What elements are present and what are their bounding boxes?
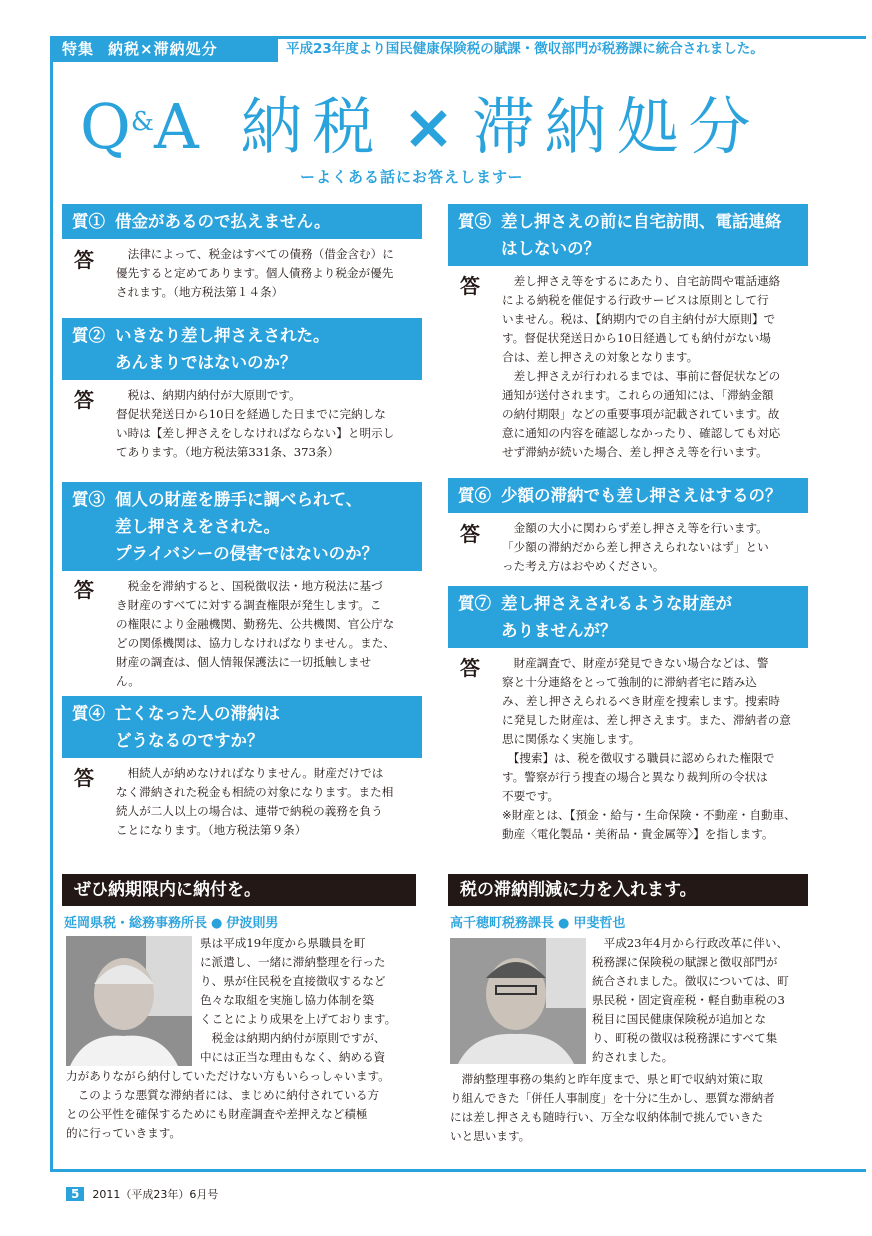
header-subtitle: 平成23年度より国民健康保険税の賦課・徴収部門が税務課に統合されました。 <box>286 41 764 57</box>
answer-icon: 答 <box>460 656 480 680</box>
question-number: 質③ <box>72 490 105 509</box>
answer-icon: 答 <box>74 578 94 602</box>
answer-icon: 答 <box>74 248 94 272</box>
question-bar <box>448 204 808 266</box>
portrait-icon <box>66 936 192 1066</box>
issue-date: 2011（平成23年）6月号 <box>92 1188 219 1201</box>
feature-tag <box>50 36 278 62</box>
bullet-icon: ● <box>558 916 570 931</box>
qa-item-5 <box>448 204 808 462</box>
portrait-photo-left <box>66 936 192 1066</box>
byline-org: 高千穂町税務課長 <box>450 916 555 931</box>
byline-right <box>450 912 625 931</box>
answer-text: 税は、納期内納付が大原則です。 督促状発送日から10日を経過した日までに完納しな い時は【差し押さえをしなければならない】と明示し てあります。（地方税法第331条、373条） <box>116 388 395 459</box>
qa-item-3 <box>62 482 422 691</box>
question-text: 個人の財産を勝手に調べられて、 差し押さえをされた。 プライバシーの侵害ではないのか？ <box>115 490 379 563</box>
question-bar <box>62 696 422 758</box>
answer-icon: 答 <box>74 388 94 412</box>
question-bar <box>448 586 808 648</box>
question-text: 亡くなった人の滞納は どうなるのですか？ <box>115 704 280 750</box>
bullet-icon: ● <box>211 916 223 931</box>
column-text-full-left: 力がありながら納付していただけない方もいらっしゃいます。 このような悪質な滞納者には、まじめに納付されている方 との公平性を確保するためにも財産調査や差押えなど積極 的に行っていきます。 <box>66 1069 390 1140</box>
qa-item-4 <box>62 696 422 840</box>
question-number: 質① <box>72 212 105 231</box>
portrait-photo-right <box>450 938 586 1064</box>
answer-text: 金額の大小に関わらず差し押さえ等を行います。 「少額の滞納だから差し押さえられないはず」とい った考え方はおやめください。 <box>502 521 769 573</box>
answer-text: 財産調査で、財産が発見できない場合などは、警 察と十分連絡をとって強制的に滞納者宅に踏み込 み、差し押さえられるべき財産を捜索します。捜索時 に発見した財産は、差し押さえます。また、滞納者の意 思に関係なく実施します。 【捜索】は、税を徴収する職員に認められた権限で す。警察が行う捜査の場合と異なり裁判所の令状は 不要です。 ※財産とは、【預金・給与・生命保険・不動産・自動車、 動産〈電化製品・美術品・貴金属等〉】を指します。 <box>502 656 796 841</box>
page-title <box>80 82 840 162</box>
title-cross: × <box>402 90 455 163</box>
question-number: 質⑤ <box>458 212 491 231</box>
title-left: 納税 <box>240 90 385 163</box>
answer-icon: 答 <box>460 522 480 546</box>
feature-label: 特集 <box>62 40 95 58</box>
question-text: 差し押さえの前に自宅訪問、電話連絡 はしないの？ <box>501 212 782 258</box>
question-bar <box>62 482 422 571</box>
qa-item-6 <box>448 478 808 576</box>
answer-text: 法律によって、税金はすべての債務（借金含む）に 優先すると定めてあります。個人債務より税金が優先 されます。（地方税法第１４条） <box>116 247 394 299</box>
question-bar <box>62 204 422 239</box>
column-heading-left: ぜひ納期限内に納付を。 <box>62 874 416 906</box>
question-text: 借金があるので払えません。 <box>115 212 331 231</box>
title-a: A <box>154 90 199 163</box>
column-text-side-left: 県は平成19年度から県職員を町 に派遣し、一緒に滞納整理を行った り、県が住民税を直接徴収するなど 色々な取組を実施し協力体制を築 くことにより成果を上げております。 税金は納期内納付が原則ですが、 中には正当な理由もなく、納める資 <box>200 936 397 1064</box>
answer-text: 差し押さえ等をするにあたり、自宅訪問や電話連絡 による納税を催促する行政サービスは原則として行 いません。税は、【納期内での自主納付が大原則】で す。督促状発送日から10日経過しても納付がない場 合は、差し押さえの対象となります。 差し押さえが行われるまでは、事前に督促状などの 通知が送付されます。これらの通知には、「滞納金額 の納付期限」などの重要事項が記載されています。故 意に通知の内容を確認しなかったり、確認しても対応 せず滞納が続いた場合、差し押さえ等を行います。 <box>502 274 781 459</box>
tagline: ーよくある話にお答えしますー <box>300 168 524 186</box>
qa-item-2 <box>62 318 422 462</box>
question-number: 質⑥ <box>458 486 491 505</box>
byline-name: 伊波則男 <box>226 916 279 931</box>
question-text: 少額の滞納でも差し押さえはするの？ <box>501 486 782 505</box>
column-text-full-right: 滞納整理事務の集約と昨年度まで、県と町で収納対策に取 り組んできた「併任人事制度」を十分に生かし、悪質な滞納者 には差し押さえも随時行い、万全な収納体制で挑んでいきた いと思います。 <box>450 1072 775 1143</box>
question-bar <box>448 478 808 513</box>
byline-org: 延岡県税・総務事務所長 <box>64 916 208 931</box>
qa-item-1 <box>62 204 422 302</box>
title-amp: & <box>130 107 154 137</box>
question-bar <box>62 318 422 380</box>
title-right: 滞納処分 <box>472 90 761 163</box>
portrait-icon <box>450 938 586 1064</box>
question-text: いきなり差し押さえされた。 あんまりではないのか？ <box>115 326 330 372</box>
page-footer <box>66 1186 218 1202</box>
answer-text: 相続人が納めなければなりません。財産だけでは なく滞納された税金も相続の対象になります。また相 続人が二人以上の場合は、連帯で納税の義務を負う ことになります。（地方税法第９条） <box>116 766 394 837</box>
question-text: 差し押さえされるような財産が ありませんが？ <box>501 594 732 640</box>
answer-icon: 答 <box>74 766 94 790</box>
column-text-side-right: 平成23年4月から行政改革に伴い、 税務課に保険税の賦課と徴収部門が 統合されました。徴収については、町 県民税・固定資産税・軽自動車税の3 税目に国民健康保険税が追加とな り、町税の徴収は税務課にすべて集 約されました。 <box>592 936 789 1064</box>
question-number: 質④ <box>72 704 105 723</box>
answer-icon: 答 <box>460 274 480 298</box>
column-heading-right: 税の滞納削減に力を入れます。 <box>448 874 808 906</box>
byline-name: 甲斐哲也 <box>573 916 626 931</box>
page-number: 5 <box>66 1187 84 1201</box>
feature-topic: 納税×滞納処分 <box>108 40 218 58</box>
qa-item-7 <box>448 586 808 844</box>
title-q: Q <box>80 90 131 163</box>
answer-text: 税金を滞納すると、国税徴収法・地方税法に基づ き財産のすべてに対する調査権限が発生します。こ の権限により金融機関、勤務先、公共機関、官公庁な どの関係機関は、協力しなければなりません。また、 財産の調査は、個人情報保護法に一切抵触しませ ん。 <box>116 579 395 688</box>
byline-left <box>64 912 278 931</box>
question-number: 質⑦ <box>458 594 491 613</box>
question-number: 質② <box>72 326 105 345</box>
